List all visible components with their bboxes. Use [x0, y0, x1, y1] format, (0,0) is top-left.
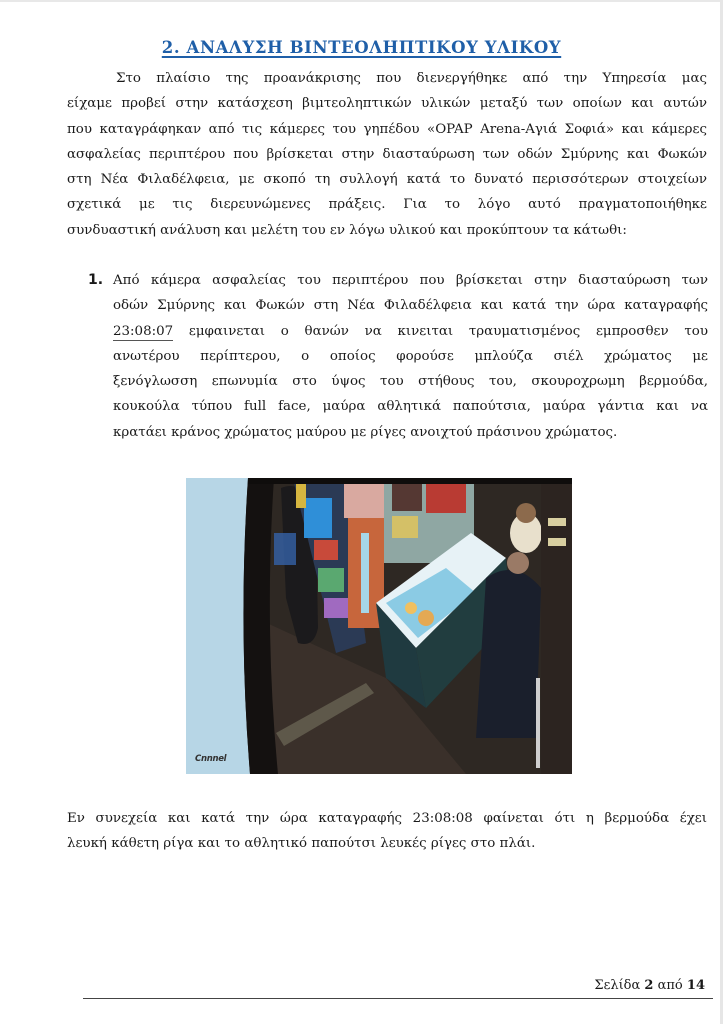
page-current: 2 — [644, 978, 654, 993]
shelf-goods — [426, 483, 466, 513]
rack-item-green — [318, 568, 344, 592]
ice-cream-pack — [418, 610, 434, 626]
page-total: 14 — [686, 978, 705, 993]
finding-line: οδών Σμύρνης και Φωκών στη Νέα Φιλαδέλφεια και κατά την ώρα καταγραφής — [113, 298, 708, 314]
finding-line: κουκούλα τύπου full face, μαύρα αθλητικά παπούτσια, μαύρα γάντια και να — [113, 399, 708, 415]
cctv-still-image — [186, 478, 572, 774]
section-title — [0, 38, 723, 57]
person-left-shirt — [274, 533, 296, 565]
intro-paragraph — [67, 66, 707, 243]
rack-item-blue — [304, 498, 332, 538]
timestamp-underlined: 23:08:07 — [113, 323, 174, 339]
page-footer — [594, 978, 705, 993]
intro-line: ασφαλείας περιπτέρου που βρίσκεται στην διασταύρωση των οδών Σμύρνης και Φωκών — [67, 146, 707, 162]
finding-line: ανωτέρου περίπτερου, ο οποίος φορούσε μπλούζα σιέλ χρώματος με — [113, 348, 708, 364]
person-man-head — [507, 552, 529, 574]
intro-line: στη Νέα Φιλαδέλφεια, με σκοπό τη συλλογή κατά το δυνατό περισσότερων στοιχείων — [67, 172, 707, 188]
shelf-rail — [536, 678, 540, 768]
intro-line: συνδυαστική ανάλυση και μελέτη του εν λόγω υλικού και προκύπτουν τα κάτωθι: — [67, 222, 627, 238]
shelf-goods — [392, 516, 418, 538]
intro-line: Στο πλαίσιο της προανάκρισης που διενεργήθηκε από την Υπηρεσία μας — [116, 71, 707, 86]
scan-top-edge — [0, 0, 723, 2]
finding-number: 1. — [88, 272, 104, 288]
followup-line: Εν συνεχεία και κατά την ώρα καταγραφής 23:08:08 φαίνεται ότι η βερμούδα έχει — [67, 811, 707, 826]
finding-line: κρατάει κράνος χρώματος μαύρου με ρίγες ανοιχτού πράσινου χρώματος. — [113, 424, 618, 440]
rack-item-purple — [324, 598, 348, 618]
shelf-goods — [392, 483, 422, 511]
wall-left — [186, 478, 250, 774]
finding-text — [113, 268, 708, 445]
shelf-stripe — [548, 538, 566, 546]
intro-line: σχετικά με τις διερευνώμενες πράξεις. Για το λόγο αυτό πραγματοποιήθηκε — [67, 197, 707, 213]
ice-cream-pack — [405, 602, 417, 614]
person-woman-head — [516, 503, 536, 523]
intro-line: που καταγράφηκαν από τις κάμερες του γηπέδου «OPAP Arena-Αγιά Σοφιά» και κάμερες — [67, 121, 707, 137]
section-title-text: 2. ΑΝΑΛΥΣΗ ΒΙΝΤΕΟΛΗΠΤΙΚΟΥ ΥΛΙΚΟΥ — [161, 38, 562, 57]
finding-line: Από κάμερα ασφαλείας του περιπτέρου που βρίσκεται στην διασταύρωση των — [113, 273, 708, 288]
of-word: από — [657, 978, 683, 993]
ceiling-shadow — [248, 478, 572, 484]
cctv-scene — [186, 478, 572, 774]
finding-line-rest: εμφαινεται ο θανών να κινειται τραυματισμένος εμπροσθεν του — [188, 323, 708, 339]
followup-line: λευκή κάθετη ρίγα και το αθλητικό παπούτσι λευκές ρίγες στο πλάι. — [67, 836, 536, 852]
shelf-stripe — [548, 518, 566, 526]
page-word: Σελίδα — [594, 978, 641, 993]
finding-line: ξενόγλωσση επωνυμία στο ύψος του στήθους του, σκουροχρωμη βερμούδα, — [113, 374, 708, 390]
followup-paragraph — [67, 806, 707, 857]
pillar-sign — [361, 533, 369, 613]
person-man — [476, 570, 541, 738]
camera-channel-label: Cnnnel — [195, 754, 227, 764]
rack-item-red — [314, 540, 338, 560]
finding-line — [113, 319, 708, 344]
footer-divider — [83, 998, 713, 999]
rack-item-yellow — [296, 483, 306, 508]
intro-line: είχαμε προβεί στην κατάσχεση βιμτεοληπτικών υλικών μεταξύ των οποίων και αυτών — [67, 96, 707, 112]
